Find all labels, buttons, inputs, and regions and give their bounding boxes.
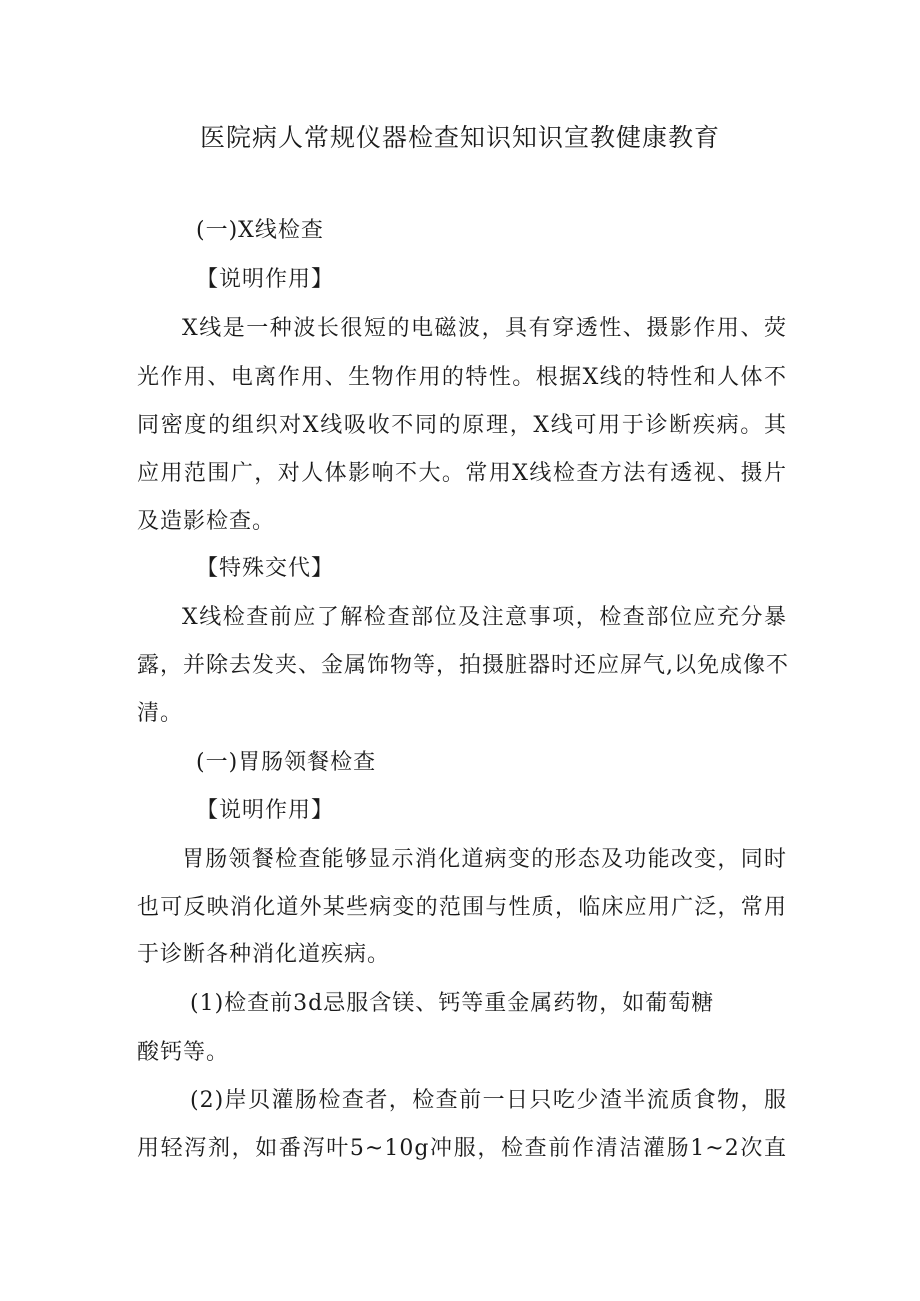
list-item-line: (2)岸贝灌肠检查者，检查前一日只吃少渣半流质食物，服	[190, 1088, 787, 1113]
paragraph-line: X线是一种波长很短的电磁波，具有穿透性、摄影作用、荧	[182, 316, 787, 341]
section-heading-gi-meal: (一)胃肠领餐检查	[196, 750, 377, 775]
paragraph-line: 同密度的组织对X线吸收不同的原理，X线可用于诊断疾病。其	[137, 413, 787, 438]
paragraph-line: 胃肠领餐检查能够显示消化道病变的形态及功能改变，同时	[182, 847, 787, 872]
section-heading-xray: (一)X线检查	[196, 218, 324, 243]
list-item-line: 酸钙等。	[137, 1040, 230, 1065]
paragraph-line: 清。	[137, 701, 184, 726]
paragraph-line: X线检查前应了解检查部位及注意事项，检查部位应充分暴	[182, 605, 787, 630]
paragraph-line: 也可反映消化道外某些病变的范围与性质，临床应用广泛，常用	[137, 895, 787, 920]
document-title: 医院病人常规仪器检查知识知识宣教健康教育	[199, 123, 720, 152]
section-tag-description: 【说明作用】	[196, 267, 335, 292]
paragraph-line: 露，并除去发夹、金属饰物等，拍摄脏器时还应屏气,以免成像不	[137, 653, 789, 678]
list-item-line: (1)检查前3d忌服含镁、钙等重金属药物，如葡萄糖	[190, 991, 715, 1016]
paragraph-line: 光作用、电离作用、生物作用的特性。根据X线的特性和人体不	[137, 365, 787, 390]
section-tag-special-notes: 【特殊交代】	[196, 556, 335, 581]
list-item-line: 用轻泻剂，如番泻叶5~10g冲服，检查前作清洁灌肠1~2次直	[137, 1136, 787, 1161]
paragraph-line: 及造影检查。	[137, 509, 276, 534]
paragraph-line: 应用范围广，对人体影响不大。常用X线检查方法有透视、摄片	[137, 461, 787, 486]
section-tag-description: 【说明作用】	[196, 798, 335, 823]
paragraph-line: 于诊断各种消化道疾病。	[137, 942, 391, 967]
